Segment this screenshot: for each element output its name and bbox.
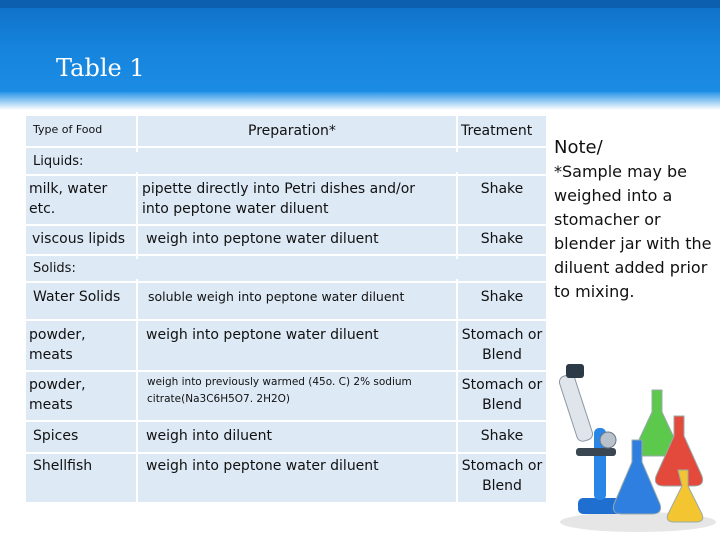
food-cell: powder, meats [29,377,86,413]
row-divider [26,174,546,176]
prep-cell: weigh into previously warmed (45o. C) 2% sodium citrate(Na3C6H5O7. 2H2O) [147,376,412,405]
treatment-cell: Shake [480,289,524,305]
prep-cell: weigh into peptone water diluent [146,327,379,343]
prep-cell: weigh into peptone water diluent [146,458,379,474]
section-liquids: Liquids: [33,152,533,172]
row-divider [26,452,546,454]
header-treatment: Treatment [461,123,533,139]
row-divider [26,281,546,283]
header-fade [0,92,720,110]
treatment-cell: Stomach or Blend [461,458,543,494]
food-cell: milk, water etc. [29,181,108,217]
row-divider [26,146,546,148]
note-block [554,136,716,304]
prep-cell: weigh into diluent [146,428,272,444]
prep-cell: soluble weigh into peptone water diluent [148,289,405,304]
header-type: Type of Food [33,123,103,136]
prep-cell: pipette directly into Petri dishes and/or into peptone water diluent [142,181,416,217]
row-divider [26,224,546,226]
microscope-flasks-illustration [556,330,720,535]
treatment-cell: Shake [480,231,524,247]
treatment-cell: Stomach or Blend [461,327,543,363]
food-cell: Spices [33,428,79,444]
treatment-cell: Stomach or Blend [461,377,543,413]
section-solids: Solids: [33,259,533,279]
row-divider [26,319,546,321]
treatment-cell: Shake [480,428,524,444]
treatment-cell: Shake [480,181,524,197]
food-cell: Water Solids [33,289,121,305]
slide-title: Table 1 [56,54,145,82]
header-preparation: Preparation* [248,123,336,139]
row-divider [26,370,546,372]
note-body: *Sample may be weighed into a stomacher or blender jar with the diluent added prior to mixing. [554,162,712,301]
prep-cell: weigh into peptone water diluent [146,231,379,247]
food-cell: viscous lipids [32,231,126,247]
row-divider [26,254,546,256]
food-table [26,116,546,502]
food-cell: Shellfish [33,458,93,474]
food-cell: powder, meats [29,327,86,363]
header-stripe [0,0,720,8]
note-heading: Note/ [554,137,603,158]
row-divider [26,420,546,422]
